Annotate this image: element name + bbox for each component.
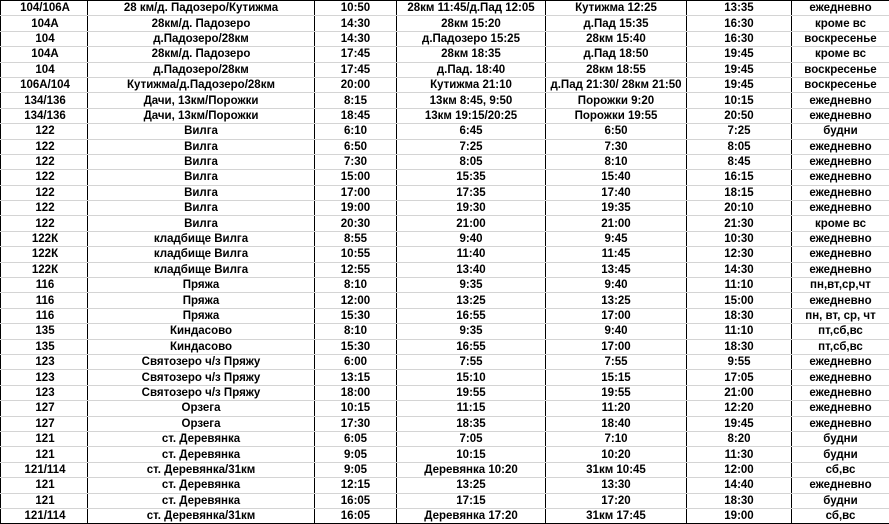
cell-direction: Пряжа [88, 278, 315, 293]
cell-stop-1: 16:55 [397, 308, 546, 323]
cell-stop-2: 17:00 [546, 308, 687, 323]
cell-dep-start: 10:55 [315, 247, 397, 262]
cell-route: 104А [1, 47, 88, 62]
cell-days: ежедневно [792, 401, 889, 416]
cell-route: 135 [1, 339, 88, 354]
cell-route: 104 [1, 31, 88, 46]
schedule-row [1, 262, 889, 277]
cell-days: ежедневно [792, 93, 889, 108]
cell-stop-1: 17:15 [397, 493, 546, 508]
cell-stop-2: Порожки 19:55 [546, 108, 687, 123]
cell-stop-1: 15:10 [397, 370, 546, 385]
cell-route: 121/114 [1, 508, 88, 523]
cell-stop-2: д.Пад 18:50 [546, 47, 687, 62]
cell-days: пт,сб,вс [792, 339, 889, 354]
schedule-row [1, 139, 889, 154]
cell-arrival: 16:15 [687, 170, 792, 185]
cell-direction: ст. Деревянка [88, 478, 315, 493]
cell-direction: Вилга [88, 216, 315, 231]
cell-arrival: 8:45 [687, 154, 792, 169]
cell-dep-start: 20:00 [315, 77, 397, 92]
schedule-row [1, 293, 889, 308]
cell-stop-2: 17:20 [546, 493, 687, 508]
schedule-body [1, 1, 889, 524]
cell-dep-start: 18:45 [315, 108, 397, 123]
cell-direction: кладбище Вилга [88, 262, 315, 277]
cell-stop-1: 10:15 [397, 447, 546, 462]
cell-direction: Вилга [88, 154, 315, 169]
schedule-row [1, 493, 889, 508]
cell-days: кроме вс [792, 47, 889, 62]
schedule-row [1, 354, 889, 369]
schedule-row [1, 385, 889, 400]
cell-dep-start: 9:05 [315, 462, 397, 477]
cell-arrival: 21:00 [687, 385, 792, 400]
schedule-row [1, 77, 889, 92]
cell-dep-start: 15:30 [315, 339, 397, 354]
cell-dep-start: 7:30 [315, 154, 397, 169]
cell-direction: Киндасово [88, 324, 315, 339]
cell-dep-start: 8:10 [315, 278, 397, 293]
cell-route: 116 [1, 278, 88, 293]
schedule-row [1, 185, 889, 200]
schedule-row [1, 47, 889, 62]
cell-direction: ст. Деревянка [88, 431, 315, 446]
cell-dep-start: 19:00 [315, 201, 397, 216]
cell-stop-2: 28км 15:40 [546, 31, 687, 46]
cell-route: 122 [1, 124, 88, 139]
schedule-row [1, 154, 889, 169]
cell-days: ежедневно [792, 370, 889, 385]
cell-stop-1: 7:05 [397, 431, 546, 446]
cell-route: 122 [1, 185, 88, 200]
cell-route: 121 [1, 431, 88, 446]
cell-route: 121 [1, 493, 88, 508]
schedule-row [1, 170, 889, 185]
cell-route: 121/114 [1, 462, 88, 477]
cell-direction: Дачи, 13км/Порожки [88, 108, 315, 123]
cell-stop-1: 11:15 [397, 401, 546, 416]
cell-direction: 28 км/д. Падозеро/Кутижма [88, 1, 315, 16]
cell-direction: Орзега [88, 401, 315, 416]
schedule-row [1, 16, 889, 31]
cell-stop-2: 15:15 [546, 370, 687, 385]
cell-route: 134/136 [1, 108, 88, 123]
cell-days: ежедневно [792, 108, 889, 123]
schedule-row [1, 508, 889, 523]
cell-dep-start: 15:30 [315, 308, 397, 323]
cell-direction: 28км/д. Падозеро [88, 47, 315, 62]
cell-route: 104 [1, 62, 88, 77]
cell-arrival: 11:10 [687, 278, 792, 293]
cell-stop-1: 9:35 [397, 278, 546, 293]
cell-days: ежедневно [792, 170, 889, 185]
cell-days: ежедневно [792, 139, 889, 154]
cell-stop-2: 28км 18:55 [546, 62, 687, 77]
cell-stop-1: 28км 18:35 [397, 47, 546, 62]
cell-dep-start: 9:05 [315, 447, 397, 462]
cell-stop-2: 11:45 [546, 247, 687, 262]
cell-days: ежедневно [792, 293, 889, 308]
cell-arrival: 8:20 [687, 431, 792, 446]
cell-stop-2: 6:50 [546, 124, 687, 139]
schedule-row [1, 478, 889, 493]
cell-dep-start: 13:15 [315, 370, 397, 385]
cell-days: воскресенье [792, 77, 889, 92]
cell-arrival: 18:30 [687, 308, 792, 323]
cell-dep-start: 6:05 [315, 431, 397, 446]
cell-route: 135 [1, 324, 88, 339]
cell-arrival: 19:00 [687, 508, 792, 523]
cell-arrival: 10:30 [687, 231, 792, 246]
cell-dep-start: 12:55 [315, 262, 397, 277]
cell-arrival: 14:30 [687, 262, 792, 277]
schedule-row [1, 447, 889, 462]
cell-days: ежедневно [792, 201, 889, 216]
cell-arrival: 11:30 [687, 447, 792, 462]
cell-stop-1: 19:55 [397, 385, 546, 400]
cell-stop-1: 19:30 [397, 201, 546, 216]
cell-dep-start: 8:15 [315, 93, 397, 108]
cell-stop-2: 15:40 [546, 170, 687, 185]
cell-days: ежедневно [792, 385, 889, 400]
cell-stop-2: 9:45 [546, 231, 687, 246]
cell-stop-1: 8:05 [397, 154, 546, 169]
cell-stop-2: 7:10 [546, 431, 687, 446]
cell-route: 122К [1, 262, 88, 277]
cell-dep-start: 18:00 [315, 385, 397, 400]
cell-route: 123 [1, 385, 88, 400]
cell-stop-2: 18:40 [546, 416, 687, 431]
cell-stop-2: 9:40 [546, 278, 687, 293]
cell-days: будни [792, 447, 889, 462]
cell-days: пт,сб,вс [792, 324, 889, 339]
cell-stop-1: д.Падозеро 15:25 [397, 31, 546, 46]
cell-direction: Дачи, 13км/Порожки [88, 93, 315, 108]
cell-stop-2: 11:20 [546, 401, 687, 416]
cell-dep-start: 17:45 [315, 62, 397, 77]
cell-stop-1: 9:35 [397, 324, 546, 339]
cell-route: 122 [1, 170, 88, 185]
schedule-row [1, 62, 889, 77]
cell-direction: Святозеро ч/з Пряжу [88, 385, 315, 400]
cell-stop-2: Кутижма 12:25 [546, 1, 687, 16]
cell-route: 121 [1, 478, 88, 493]
cell-stop-2: 31км 17:45 [546, 508, 687, 523]
cell-stop-2: 17:00 [546, 339, 687, 354]
cell-direction: Святозеро ч/з Пряжу [88, 370, 315, 385]
schedule-row [1, 339, 889, 354]
cell-stop-1: 13км 19:15/20:25 [397, 108, 546, 123]
cell-arrival: 8:05 [687, 139, 792, 154]
cell-dep-start: 6:10 [315, 124, 397, 139]
cell-stop-1: 6:45 [397, 124, 546, 139]
cell-dep-start: 12:15 [315, 478, 397, 493]
cell-days: ежедневно [792, 478, 889, 493]
cell-route: 127 [1, 416, 88, 431]
cell-arrival: 16:30 [687, 16, 792, 31]
cell-dep-start: 10:15 [315, 401, 397, 416]
cell-direction: 28км/д. Падозеро [88, 16, 315, 31]
cell-days: ежедневно [792, 247, 889, 262]
cell-stop-1: 13км 8:45, 9:50 [397, 93, 546, 108]
schedule-row [1, 31, 889, 46]
cell-direction: Вилга [88, 185, 315, 200]
cell-stop-1: д.Пад. 18:40 [397, 62, 546, 77]
cell-direction: д.Падозеро/28км [88, 31, 315, 46]
cell-direction: Вилга [88, 124, 315, 139]
schedule-row [1, 124, 889, 139]
cell-days: кроме вс [792, 216, 889, 231]
cell-route: 104А [1, 16, 88, 31]
cell-stop-1: 13:40 [397, 262, 546, 277]
cell-arrival: 12:00 [687, 462, 792, 477]
cell-direction: Вилга [88, 139, 315, 154]
cell-dep-start: 17:00 [315, 185, 397, 200]
cell-days: пн,вт,ср,чт [792, 278, 889, 293]
schedule-row [1, 370, 889, 385]
schedule-row [1, 462, 889, 477]
cell-stop-1: 16:55 [397, 339, 546, 354]
cell-route: 122 [1, 201, 88, 216]
cell-route: 123 [1, 354, 88, 369]
cell-arrival: 20:50 [687, 108, 792, 123]
cell-arrival: 18:30 [687, 339, 792, 354]
schedule-row [1, 431, 889, 446]
cell-dep-start: 16:05 [315, 508, 397, 523]
cell-arrival: 12:30 [687, 247, 792, 262]
cell-dep-start: 10:50 [315, 1, 397, 16]
cell-arrival: 9:55 [687, 354, 792, 369]
cell-dep-start: 12:00 [315, 293, 397, 308]
cell-dep-start: 6:50 [315, 139, 397, 154]
cell-route: 122К [1, 231, 88, 246]
cell-direction: Пряжа [88, 308, 315, 323]
cell-arrival: 19:45 [687, 62, 792, 77]
cell-arrival: 19:45 [687, 77, 792, 92]
cell-stop-1: 9:40 [397, 231, 546, 246]
cell-arrival: 18:30 [687, 493, 792, 508]
schedule-row [1, 231, 889, 246]
cell-direction: кладбище Вилга [88, 247, 315, 262]
cell-stop-1: Деревянка 10:20 [397, 462, 546, 477]
cell-arrival: 11:10 [687, 324, 792, 339]
cell-stop-2: 7:55 [546, 354, 687, 369]
cell-arrival: 19:45 [687, 47, 792, 62]
cell-dep-start: 20:30 [315, 216, 397, 231]
cell-dep-start: 17:30 [315, 416, 397, 431]
cell-direction: Орзега [88, 416, 315, 431]
cell-dep-start: 14:30 [315, 31, 397, 46]
schedule-row [1, 201, 889, 216]
cell-days: ежедневно [792, 416, 889, 431]
cell-direction: Вилга [88, 201, 315, 216]
cell-arrival: 12:20 [687, 401, 792, 416]
cell-stop-2: 10:20 [546, 447, 687, 462]
cell-days: сб,вс [792, 508, 889, 523]
cell-arrival: 19:45 [687, 416, 792, 431]
cell-stop-1: Кутижма 21:10 [397, 77, 546, 92]
cell-stop-2: 7:30 [546, 139, 687, 154]
cell-days: воскресенье [792, 31, 889, 46]
cell-stop-2: 19:35 [546, 201, 687, 216]
cell-dep-start: 16:05 [315, 493, 397, 508]
cell-days: будни [792, 124, 889, 139]
cell-direction: ст. Деревянка/31км [88, 508, 315, 523]
cell-stop-2: д.Пад 21:30/ 28км 21:50 [546, 77, 687, 92]
cell-stop-2: 21:00 [546, 216, 687, 231]
cell-stop-2: 9:40 [546, 324, 687, 339]
cell-route: 123 [1, 370, 88, 385]
cell-direction: Пряжа [88, 293, 315, 308]
cell-days: ежедневно [792, 231, 889, 246]
schedule-row [1, 216, 889, 231]
cell-stop-2: 31км 10:45 [546, 462, 687, 477]
schedule-row [1, 247, 889, 262]
cell-route: 122 [1, 216, 88, 231]
cell-days: ежедневно [792, 1, 889, 16]
cell-arrival: 21:30 [687, 216, 792, 231]
cell-stop-1: 15:35 [397, 170, 546, 185]
cell-arrival: 17:05 [687, 370, 792, 385]
cell-stop-2: 13:45 [546, 262, 687, 277]
cell-stop-1: 7:55 [397, 354, 546, 369]
cell-direction: Вилга [88, 170, 315, 185]
cell-stop-1: Деревянка 17:20 [397, 508, 546, 523]
cell-stop-2: д.Пад 15:35 [546, 16, 687, 31]
cell-arrival: 7:25 [687, 124, 792, 139]
cell-stop-2: Порожки 9:20 [546, 93, 687, 108]
cell-route: 121 [1, 447, 88, 462]
cell-days: будни [792, 493, 889, 508]
cell-arrival: 20:10 [687, 201, 792, 216]
cell-days: ежедневно [792, 185, 889, 200]
cell-direction: Киндасово [88, 339, 315, 354]
schedule-row [1, 108, 889, 123]
cell-stop-1: 21:00 [397, 216, 546, 231]
cell-route: 116 [1, 308, 88, 323]
cell-arrival: 13:35 [687, 1, 792, 16]
cell-route: 106А/104 [1, 77, 88, 92]
cell-stop-2: 19:55 [546, 385, 687, 400]
schedule-row [1, 324, 889, 339]
cell-stop-1: 7:25 [397, 139, 546, 154]
schedule-row [1, 416, 889, 431]
cell-direction: д.Падозеро/28км [88, 62, 315, 77]
cell-stop-1: 18:35 [397, 416, 546, 431]
cell-arrival: 14:40 [687, 478, 792, 493]
schedule-row [1, 401, 889, 416]
cell-stop-1: 28км 11:45/д.Пад 12:05 [397, 1, 546, 16]
cell-stop-2: 13:25 [546, 293, 687, 308]
cell-route: 134/136 [1, 93, 88, 108]
cell-dep-start: 15:00 [315, 170, 397, 185]
cell-route: 127 [1, 401, 88, 416]
cell-stop-1: 11:40 [397, 247, 546, 262]
cell-dep-start: 8:10 [315, 324, 397, 339]
cell-dep-start: 17:45 [315, 47, 397, 62]
cell-direction: ст. Деревянка/31км [88, 462, 315, 477]
cell-stop-1: 28км 15:20 [397, 16, 546, 31]
cell-days: воскресенье [792, 62, 889, 77]
cell-dep-start: 14:30 [315, 16, 397, 31]
cell-dep-start: 8:55 [315, 231, 397, 246]
schedule-row [1, 93, 889, 108]
cell-days: ежедневно [792, 354, 889, 369]
cell-direction: ст. Деревянка [88, 447, 315, 462]
cell-direction: ст. Деревянка [88, 493, 315, 508]
cell-arrival: 10:15 [687, 93, 792, 108]
cell-stop-2: 17:40 [546, 185, 687, 200]
cell-days: пн, вт, ср, чт [792, 308, 889, 323]
cell-route: 116 [1, 293, 88, 308]
cell-route: 122К [1, 247, 88, 262]
schedule-row [1, 308, 889, 323]
cell-stop-1: 13:25 [397, 293, 546, 308]
cell-route: 122 [1, 154, 88, 169]
cell-direction: Кутижма/д.Падозеро/28км [88, 77, 315, 92]
cell-days: ежедневно [792, 154, 889, 169]
cell-direction: Святозеро ч/з Пряжу [88, 354, 315, 369]
cell-days: кроме вс [792, 16, 889, 31]
cell-stop-2: 13:30 [546, 478, 687, 493]
cell-route: 122 [1, 139, 88, 154]
cell-stop-2: 8:10 [546, 154, 687, 169]
cell-dep-start: 6:00 [315, 354, 397, 369]
cell-arrival: 15:00 [687, 293, 792, 308]
schedule-row [1, 1, 889, 16]
cell-days: сб,вс [792, 462, 889, 477]
cell-arrival: 16:30 [687, 31, 792, 46]
cell-stop-1: 17:35 [397, 185, 546, 200]
cell-route: 104/106А [1, 1, 88, 16]
cell-direction: кладбище Вилга [88, 231, 315, 246]
cell-arrival: 18:15 [687, 185, 792, 200]
cell-stop-1: 13:25 [397, 478, 546, 493]
cell-days: будни [792, 431, 889, 446]
cell-days: ежедневно [792, 262, 889, 277]
schedule-row [1, 278, 889, 293]
